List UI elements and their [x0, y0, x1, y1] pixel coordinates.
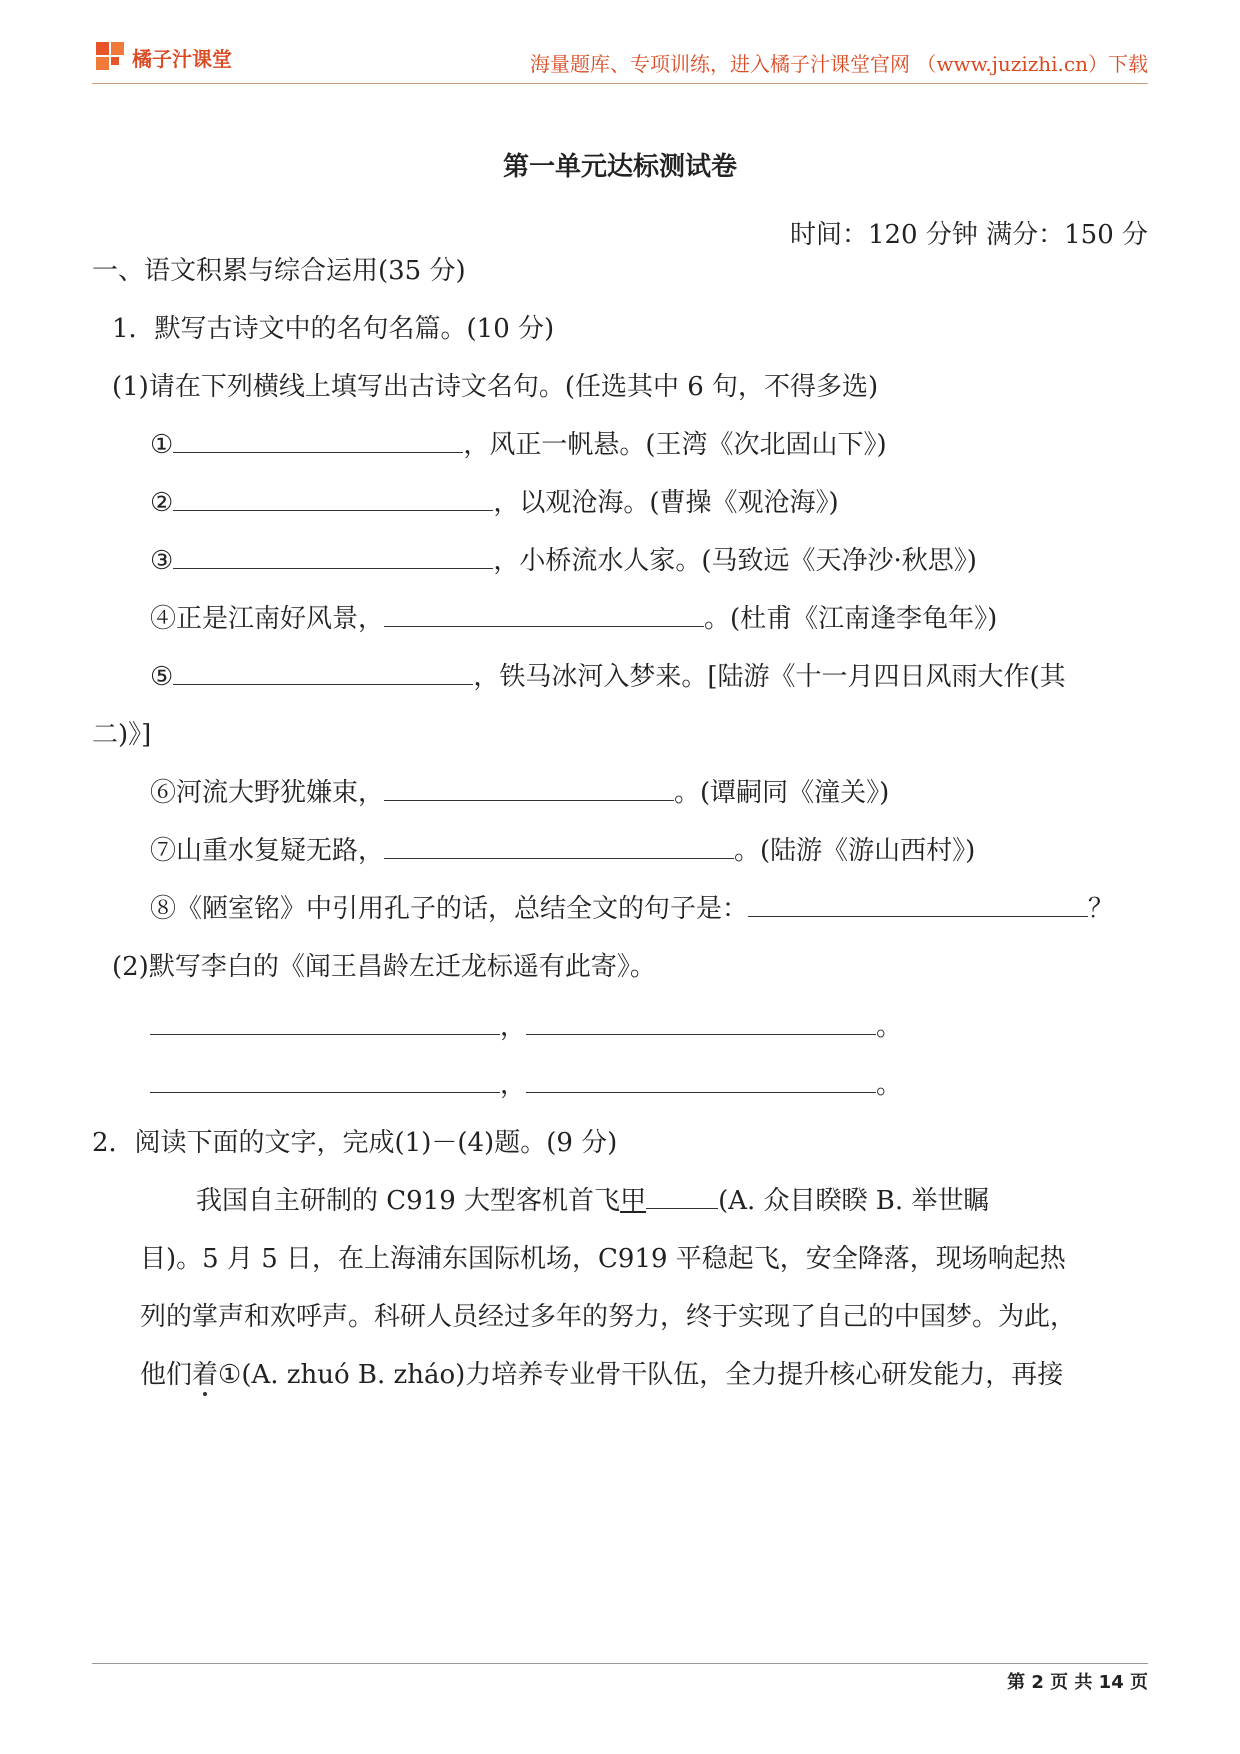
question-2: 2．阅读下面的文字，完成(1)－(4)题。(9 分)	[92, 1128, 618, 1158]
brand-logo	[96, 42, 232, 72]
poem-item-7: ⑦山重水复疑无路， 。(陆游《游山西村》)	[150, 836, 976, 866]
question-1-part-1: (1)请在下列横线上填写出古诗文名句。(任选其中 6 句，不得多选)	[112, 372, 879, 402]
blank-label-jia: 甲	[620, 1186, 647, 1216]
passage-line-2: 目)。5 月 5 日，在上海浦东国际机场，C919 平稳起飞，安全降落，现场响起热	[140, 1244, 1066, 1274]
logo-icon	[96, 42, 126, 72]
answer-blank[interactable]	[150, 1012, 500, 1035]
poem-item-3: ③ ，小桥流水人家。(马致远《天净沙·秋思》)	[150, 546, 977, 576]
footer-divider	[92, 1663, 1148, 1664]
poem-item-5-continued: 二)》]	[92, 720, 152, 750]
passage-line-4: 他们着①(A. zhuó B. zháo)力培养专业骨干队伍，全力提升核心研发能力，再接	[140, 1360, 1064, 1390]
answer-blank[interactable]	[384, 778, 674, 801]
section-heading: 一、语文积累与综合运用(35 分)	[92, 256, 466, 286]
exam-meta: 时间：120 分钟 满分：150 分	[789, 220, 1148, 250]
poem-item-6: ⑥河流大野犹嫌束， 。(谭嗣同《潼关》)	[150, 778, 890, 808]
answer-blank[interactable]	[150, 1070, 500, 1093]
header-divider	[92, 83, 1148, 84]
answer-blank[interactable]	[526, 1012, 876, 1035]
recite-line-1: ， 。	[150, 1006, 902, 1043]
answer-blank[interactable]	[748, 894, 1088, 917]
recite-line-2: ， 。	[150, 1064, 902, 1101]
answer-blank[interactable]	[384, 836, 734, 859]
question-1-part-2: (2)默写李白的《闻王昌龄左迁龙标遥有此寄》。	[112, 952, 656, 982]
passage-line-3: 列的掌声和欢呼声。科研人员经过多年的努力，终于实现了自己的中国梦。为此，	[140, 1302, 1077, 1332]
question-1: 1．默写古诗文中的名句名篇。(10 分)	[112, 314, 555, 344]
answer-blank[interactable]	[173, 662, 473, 685]
poem-item-2: ② ，以观沧海。(曹操《观沧海》)	[150, 488, 839, 518]
poem-item-1: ① ，风正一帆悬。(王湾《次北固山下》)	[150, 430, 887, 460]
marked-char: 着	[192, 1360, 219, 1390]
poem-item-4: ④正是江南好风景， 。(杜甫《江南逢李龟年》)	[150, 604, 998, 634]
answer-blank[interactable]	[384, 604, 704, 627]
poem-item-8: ⑧《陋室铭》中引用孔子的话，总结全文的句子是： ？	[150, 894, 1115, 924]
passage-line-1: 我国自主研制的 C919 大型客机首飞甲 (A. 众目睽睽 B. 举世瞩	[196, 1186, 990, 1216]
brand-name: 橘子汁课堂	[132, 46, 232, 71]
page-number: 第 2 页 共 14 页	[1007, 1672, 1148, 1693]
answer-blank[interactable]	[173, 546, 493, 569]
answer-blank[interactable]	[646, 1186, 718, 1209]
answer-blank[interactable]	[173, 430, 463, 453]
answer-blank[interactable]	[526, 1070, 876, 1093]
answer-blank[interactable]	[173, 488, 493, 511]
header-slogan: 海量题库、专项训练，进入橘子汁课堂官网 （www.juzizhi.cn）下载	[530, 52, 1148, 76]
page-title: 第一单元达标测试卷	[502, 152, 737, 182]
poem-item-5: ⑤ ，铁马冰河入梦来。[陆游《十一月四日风雨大作(其	[150, 662, 1066, 692]
